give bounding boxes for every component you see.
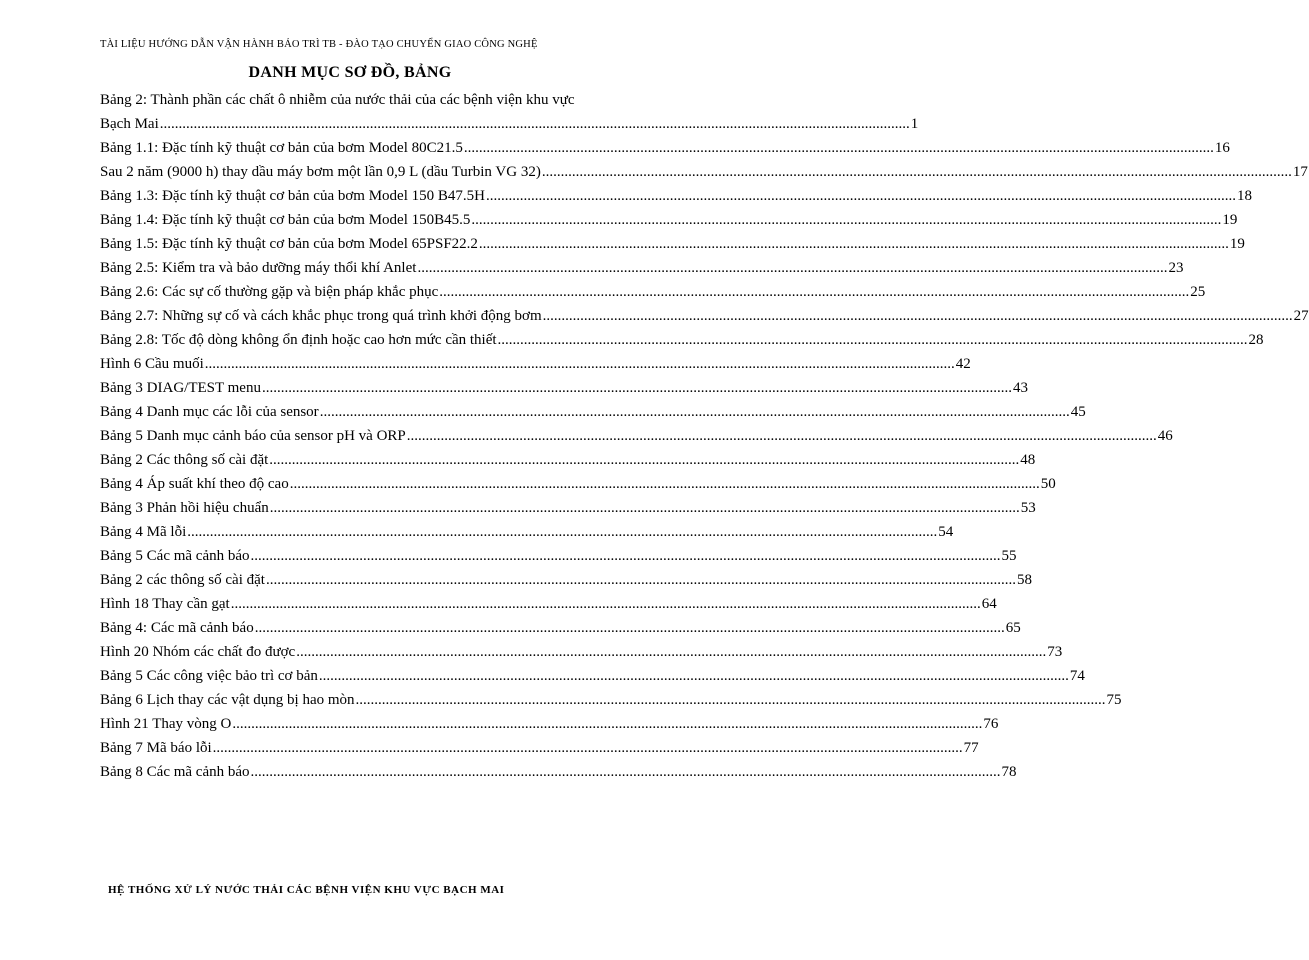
toc-entry[interactable] [100,208,1238,232]
toc-entry-text: Sau 2 năm (9000 h) thay dầu máy bơm một lần 0,9 L (dầu Turbin VG 32) [100,164,541,180]
toc-list [100,136,1309,784]
toc-entry-text: Hình 20 Nhóm các chất đo được [100,644,296,660]
toc-entry[interactable] [100,160,1308,184]
toc-entry-page: 75 [1106,692,1122,708]
toc-entry-page: 19 [1229,236,1245,252]
toc-entry-text: Bảng 4 Mã lỗi [100,524,187,540]
toc-entry-page: 65 [1005,620,1021,636]
toc-entry-text: Bảng 3 Phản hồi hiệu chuẩn [100,500,269,516]
dot-leader: ........................................................................................................................................................................................................ [471,212,1222,228]
toc-entry[interactable] [100,592,997,616]
page-header: TÀI LIỆU HƯỚNG DẪN VẬN HÀNH BẢO TRÌ TB - ĐÀO TẠO CHUYỂN GIAO CÔNG NGHỆ [100,39,538,50]
dot-leader: ........................................................................................................................................................................................................ [187,524,938,540]
dot-leader: ........................................................................................................................................................................................................ [497,332,1248,348]
toc-entry-text: Bảng 2.7: Những sự cố và cách khắc phục trong quá trình khởi động bơm [100,308,542,324]
toc-entry-text: Bảng 3 DIAG/TEST menu [100,380,261,396]
dot-leader: ........................................................................................................................................................................................................ [318,668,1069,684]
toc-entry-page: 16 [1214,140,1230,156]
dot-leader: ........................................................................................................................................................................................................ [269,452,1020,468]
dot-leader: ........................................................................................................................................................................................................ [289,476,1040,492]
toc-entry[interactable] [100,520,954,544]
dot-leader: ........................................................................................................................................................................................................ [232,716,983,732]
toc-entry[interactable] [100,304,1309,328]
toc-entry[interactable] [100,448,1036,472]
toc-entry[interactable] [100,712,999,736]
toc-entry-text: Bảng 5 Danh mục cảnh báo của sensor pH và ORP [100,428,406,444]
toc-entry-text: Bảng 4 Danh mục các lỗi của sensor [100,404,319,420]
toc-entry-page: 19 [1222,212,1238,228]
toc-entry-page: 73 [1047,644,1063,660]
toc-entry-page: 55 [1001,548,1017,564]
toc-entry-page: 42 [955,356,971,372]
toc-entry-text: Bảng 2 các thông số cài đặt [100,572,265,588]
toc-entry-page: 76 [983,716,999,732]
toc-entry-text: Hình 21 Thay vòng O [100,716,232,732]
dot-leader: ........................................................................................................................................................................................................ [296,644,1047,660]
toc-entry-page: 43 [1012,380,1028,396]
dot-leader: ........................................................................................................................................................................................................ [478,236,1229,252]
dot-leader: ........................................................................................................................................................................................................ [406,428,1157,444]
toc-entry-page: 53 [1020,500,1036,516]
toc-entry[interactable] [100,688,1122,712]
toc-entry-text: Bảng 6 Lịch thay các vật dụng bị hao mòn [100,692,355,708]
page-title: DANH MỤC SƠ ĐỒ, BẢNG [248,64,452,81]
dot-leader: ........................................................................................................................................................................................................ [542,308,1293,324]
toc-entry[interactable] [100,232,1245,256]
toc-entry-page: 45 [1070,404,1086,420]
toc-entry[interactable] [100,568,1032,592]
toc-entry-text: Bảng 5 Các công việc bảo trì cơ bản [100,668,318,684]
dot-leader: ........................................................................................................................................................................................................ [417,260,1168,276]
toc-entry[interactable] [100,280,1206,304]
dot-leader: ........................................................................................................................................................................................................ [261,380,1012,396]
toc-entry-page: 23 [1168,260,1184,276]
toc-entry-text: Bảng 2 Các thông số cài đặt [100,452,269,468]
dot-leader: ........................................................................................................................................................................................................ [265,572,1016,588]
toc-entry[interactable] [100,544,1017,568]
toc-entry-page: 46 [1157,428,1173,444]
toc-entry-text: Hình 18 Thay cần gạt [100,596,230,612]
toc-entry-page: 77 [963,740,979,756]
toc-entry-page: 50 [1040,476,1056,492]
toc-entry-text: Bảng 2.6: Các sự cố thường gặp và biện pháp khắc phục [100,284,439,300]
dot-leader: ........................................................................................................................................................................................................ [355,692,1106,708]
dot-leader: ........................................................................................................................................................................................................ [250,764,1001,780]
dot-leader: ........................................................................................................................................................................................................ [319,404,1070,420]
toc-entry-page: 27 [1293,308,1309,324]
toc-entry-page: 25 [1190,284,1206,300]
toc-entry-page: 28 [1248,332,1264,348]
toc-entry[interactable] [100,328,1264,352]
toc-entry[interactable] [100,136,1230,160]
toc-entry[interactable] [100,616,1021,640]
toc-entry-text: Bảng 2.8: Tốc độ dòng không ổn định hoặc cao hơn mức cần thiết [100,332,497,348]
toc-entry-text: Bảng 1.5: Đặc tính kỹ thuật cơ bản của bơm Model 65PSF22.2 [100,236,478,252]
toc-entry[interactable] [100,736,979,760]
dot-leader: ........................................................................................................................................................................................................ [485,188,1236,204]
page-footer: HỆ THỐNG XỬ LÝ NƯỚC THẢI CÁC BỆNH VIỆN KHU VỰC BẠCH MAI [108,884,505,896]
toc-entry[interactable] [100,664,1085,688]
toc-entry-text: Bảng 2: Thành phần các chất ô nhiễm của nước thải của các bệnh viện khu vực [100,92,575,108]
dot-leader: ........................................................................................................................................................................................................ [541,164,1292,180]
toc-entry[interactable] [100,472,1056,496]
toc-entry-text: Bảng 4: Các mã cảnh báo [100,620,254,636]
toc-entry-text: Bảng 2.5: Kiểm tra và bảo dưỡng máy thổi khí Anlet [100,260,417,276]
toc-entry[interactable] [100,640,1063,664]
toc-entry[interactable] [100,184,1252,208]
toc-entry-page: 58 [1016,572,1032,588]
toc-entry[interactable] [100,400,1086,424]
toc-entry-page: 78 [1001,764,1017,780]
toc-entry-text: Bảng 1.3: Đặc tính kỹ thuật cơ bản của bơm Model 150 B47.5H [100,188,485,204]
toc-entry[interactable] [100,376,1028,400]
toc-entry-page: 1 [910,116,919,132]
toc-entry-page: 17 [1292,164,1308,180]
toc-entry[interactable] [100,496,1036,520]
dot-leader: ........................................................................................................................................................................................................ [230,596,981,612]
toc-entry[interactable] [100,352,971,376]
dot-leader: ........................................................................................................................................................................................................ [250,548,1001,564]
toc-entry-page: 54 [938,524,954,540]
toc-entry-text: Bảng 4 Áp suất khí theo độ cao [100,476,289,492]
table-of-contents [100,88,1309,784]
dot-leader: ........................................................................................................................................................................................................ [439,284,1190,300]
dot-leader: ........................................................................................................................................................................................................ [463,140,1214,156]
toc-entry-text: Bạch Mai [100,116,159,132]
toc-entry-text: Bảng 7 Mã báo lỗi [100,740,212,756]
toc-entry-page: 18 [1236,188,1252,204]
toc-entry[interactable] [100,760,1017,784]
toc-entry-text: Hình 6 Cầu muối [100,356,204,372]
dot-leader: ........................................................................................................................................................................................................ [254,620,1005,636]
toc-entry-text: Bảng 8 Các mã cảnh báo [100,764,250,780]
dot-leader: ........................................................................................................................................................................................................ [212,740,963,756]
toc-entry[interactable] [100,256,1184,280]
toc-entry-page: 64 [981,596,997,612]
toc-entry[interactable] [100,88,919,136]
toc-entry-page: 48 [1020,452,1036,468]
toc-entry-page: 74 [1069,668,1085,684]
dot-leader: ........................................................................................................................................................................................................ [204,356,955,372]
toc-entry[interactable] [100,424,1173,448]
toc-entry-text: Bảng 1.1: Đặc tính kỹ thuật cơ bản của bơm Model 80C21.5 [100,140,463,156]
toc-entry-text: Bảng 1.4: Đặc tính kỹ thuật cơ bản của bơm Model 150B45.5 [100,212,471,228]
dot-leader: ........................................................................................................................................................................................................ [159,116,910,132]
toc-entry-text: Bảng 5 Các mã cảnh báo [100,548,250,564]
dot-leader: ........................................................................................................................................................................................................ [269,500,1020,516]
